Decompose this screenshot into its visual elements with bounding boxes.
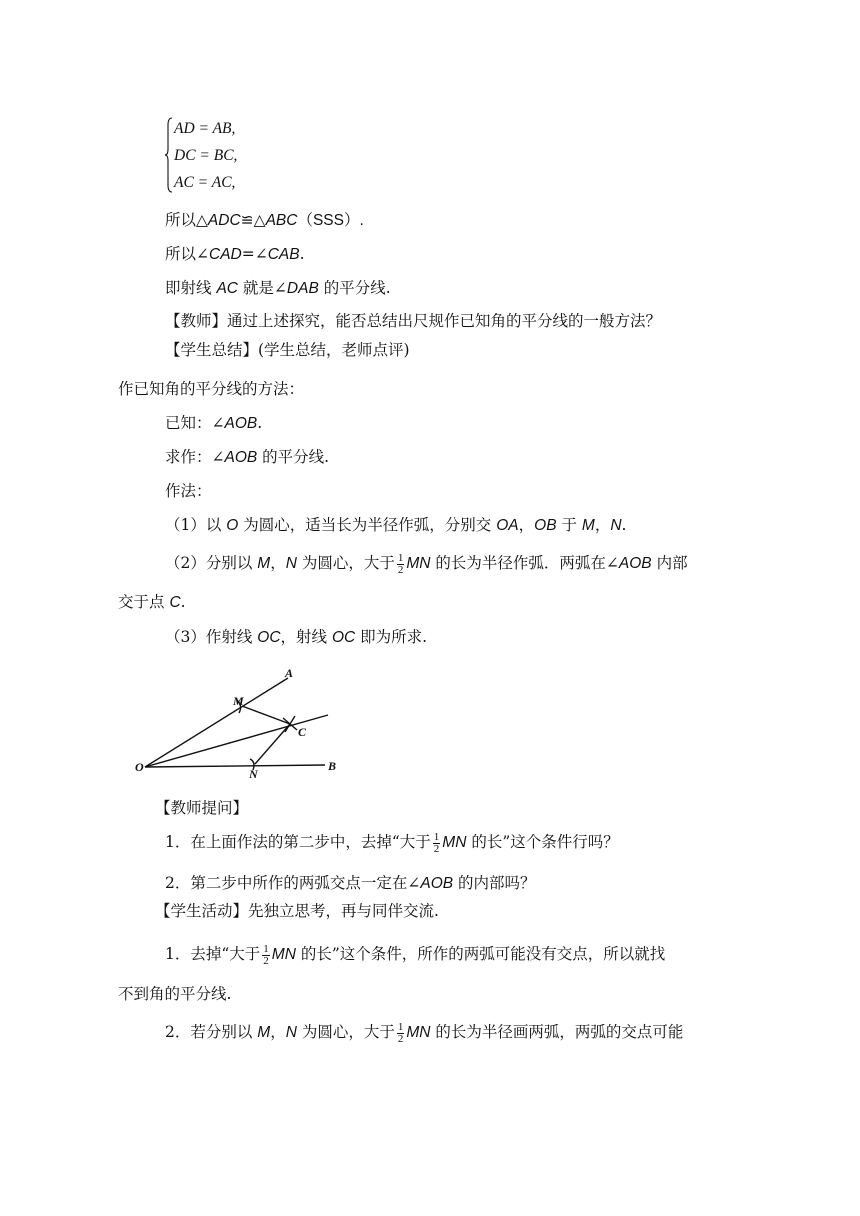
step-1: （1）以 O 为圆心，适当长为半径作弧，分别交 OA，OB 于 M，N. bbox=[165, 516, 627, 534]
step-2: （2）分别以 M，N 为圆心，大于 $\frac{1}{2}$ MN 的长为半径作弧．两弧在∠AOB 内部 bbox=[165, 551, 688, 576]
answer-1-continued: 不到角的平分线. bbox=[118, 985, 232, 1003]
method-title: 作已知角的平分线的方法： bbox=[118, 380, 305, 398]
fraction-half: $\frac{1}{2}$ bbox=[263, 942, 269, 967]
answer-2: 2．若分别以 M，N 为圆心，大于 $\frac{1}{2}$ MN 的长为半径画两弧，两弧的交点可能 bbox=[165, 1020, 684, 1045]
label-A: A bbox=[285, 666, 294, 680]
method-steps-label: 作法： bbox=[165, 482, 212, 500]
ray-OC bbox=[145, 715, 328, 767]
step-3: （3）作射线 OC，射线 OC 即为所求. bbox=[165, 628, 428, 646]
angle-bisector-figure bbox=[125, 660, 355, 785]
question-1: 1．在上面作法的第二步中，去掉“大于 $\frac{1}{2}$ MN 的长”这个条件行吗？ bbox=[165, 830, 619, 855]
label-B: B bbox=[328, 759, 337, 773]
segment-MC bbox=[242, 706, 290, 724]
method-known: 已知：∠AOB. bbox=[165, 414, 263, 432]
teacher-ask: 【教师提问】 bbox=[155, 799, 249, 817]
fraction-half: $\frac{1}{2}$ bbox=[433, 830, 440, 855]
equation-1: AD = AB, bbox=[174, 120, 236, 137]
label-O: O bbox=[135, 760, 144, 774]
proof-line-conclusion: 即射线 AC 就是∠DAB 的平分线. bbox=[165, 279, 391, 297]
ray-OA bbox=[145, 678, 288, 767]
proof-line-congruent: 所以△ADC≌△ABC（SSS）. bbox=[165, 211, 364, 229]
proof-line-angles: 所以∠CAD=∠CAB. bbox=[165, 245, 305, 263]
left-brace bbox=[165, 117, 173, 193]
answer-1: 1．去掉“大于 $\frac{1}{2}$ MN 的长”这个条件，所作的两弧可能没有交点，所以就找 bbox=[165, 942, 666, 967]
method-required: 求作：∠AOB 的平分线. bbox=[165, 448, 330, 466]
student-summary: 【学生总结】(学生总结，老师点评) bbox=[165, 341, 410, 359]
fraction-half: $\frac{1}{2}$ bbox=[397, 551, 404, 576]
fraction-half: $\frac{1}{2}$ bbox=[397, 1020, 404, 1045]
label-M: M bbox=[233, 694, 244, 708]
segment-NC bbox=[255, 724, 290, 764]
student-activity: 【学生活动】先独立思考，再与同伴交流. bbox=[155, 902, 439, 920]
arc-at-C-2 bbox=[285, 716, 295, 732]
label-N: N bbox=[249, 767, 258, 781]
equation-2: DC = BC, bbox=[174, 147, 238, 164]
equation-3: AC = AC, bbox=[174, 174, 236, 191]
question-2: 2．第二步中所作的两弧交点一定在∠AOB 的内部吗？ bbox=[165, 874, 536, 892]
teacher-question: 【教师】通过上述探究，能否总结出尺规作已知角的平分线的一般方法？ bbox=[165, 312, 662, 330]
label-C: C bbox=[298, 725, 307, 739]
ray-OB bbox=[145, 765, 325, 767]
step-2-continued: 交于点 C. bbox=[118, 593, 186, 611]
